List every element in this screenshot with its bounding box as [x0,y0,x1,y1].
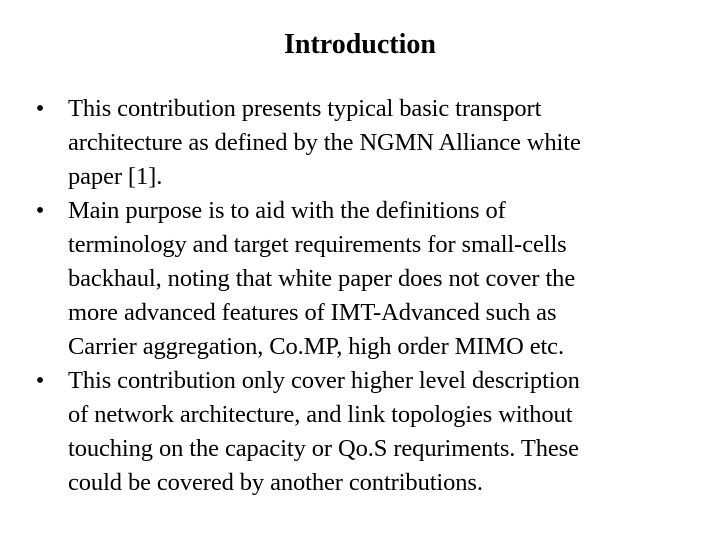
bullet-text-line: paper [1]. [68,163,163,190]
bullet-text-line: architecture as defined by the NGMN Alliance white [68,129,581,156]
bullet-item [30,364,680,500]
bullet-item [30,194,680,364]
bullet-text-line: of network architecture, and link topologies without [68,401,573,428]
slide-title: Introduction [284,29,436,60]
bullet-text-line: could be covered by another contributions. [68,469,483,496]
bullet-dot-icon: • [35,367,45,394]
bullet-text-line: Carrier aggregation, Co.MP, high order MIMO etc. [68,333,564,360]
bullet-item [30,92,680,194]
bullet-dot-icon: • [35,197,45,224]
bullet-dot-icon: • [35,95,45,122]
bullet-text-line: terminology and target requirements for small-cells [68,231,567,258]
bullet-list [30,92,680,500]
bullet-text-line: Main purpose is to aid with the definitions of [68,197,506,224]
bullet-text-line: This contribution presents typical basic transport [68,95,542,122]
bullet-text-line: This contribution only cover higher level description [68,367,580,394]
bullet-text-line: more advanced features of IMT-Advanced such as [68,299,557,326]
bullet-text-line: backhaul, noting that white paper does not cover the [68,265,576,292]
bullet-text-line: touching on the capacity or Qo.S requriments. These [68,435,579,462]
